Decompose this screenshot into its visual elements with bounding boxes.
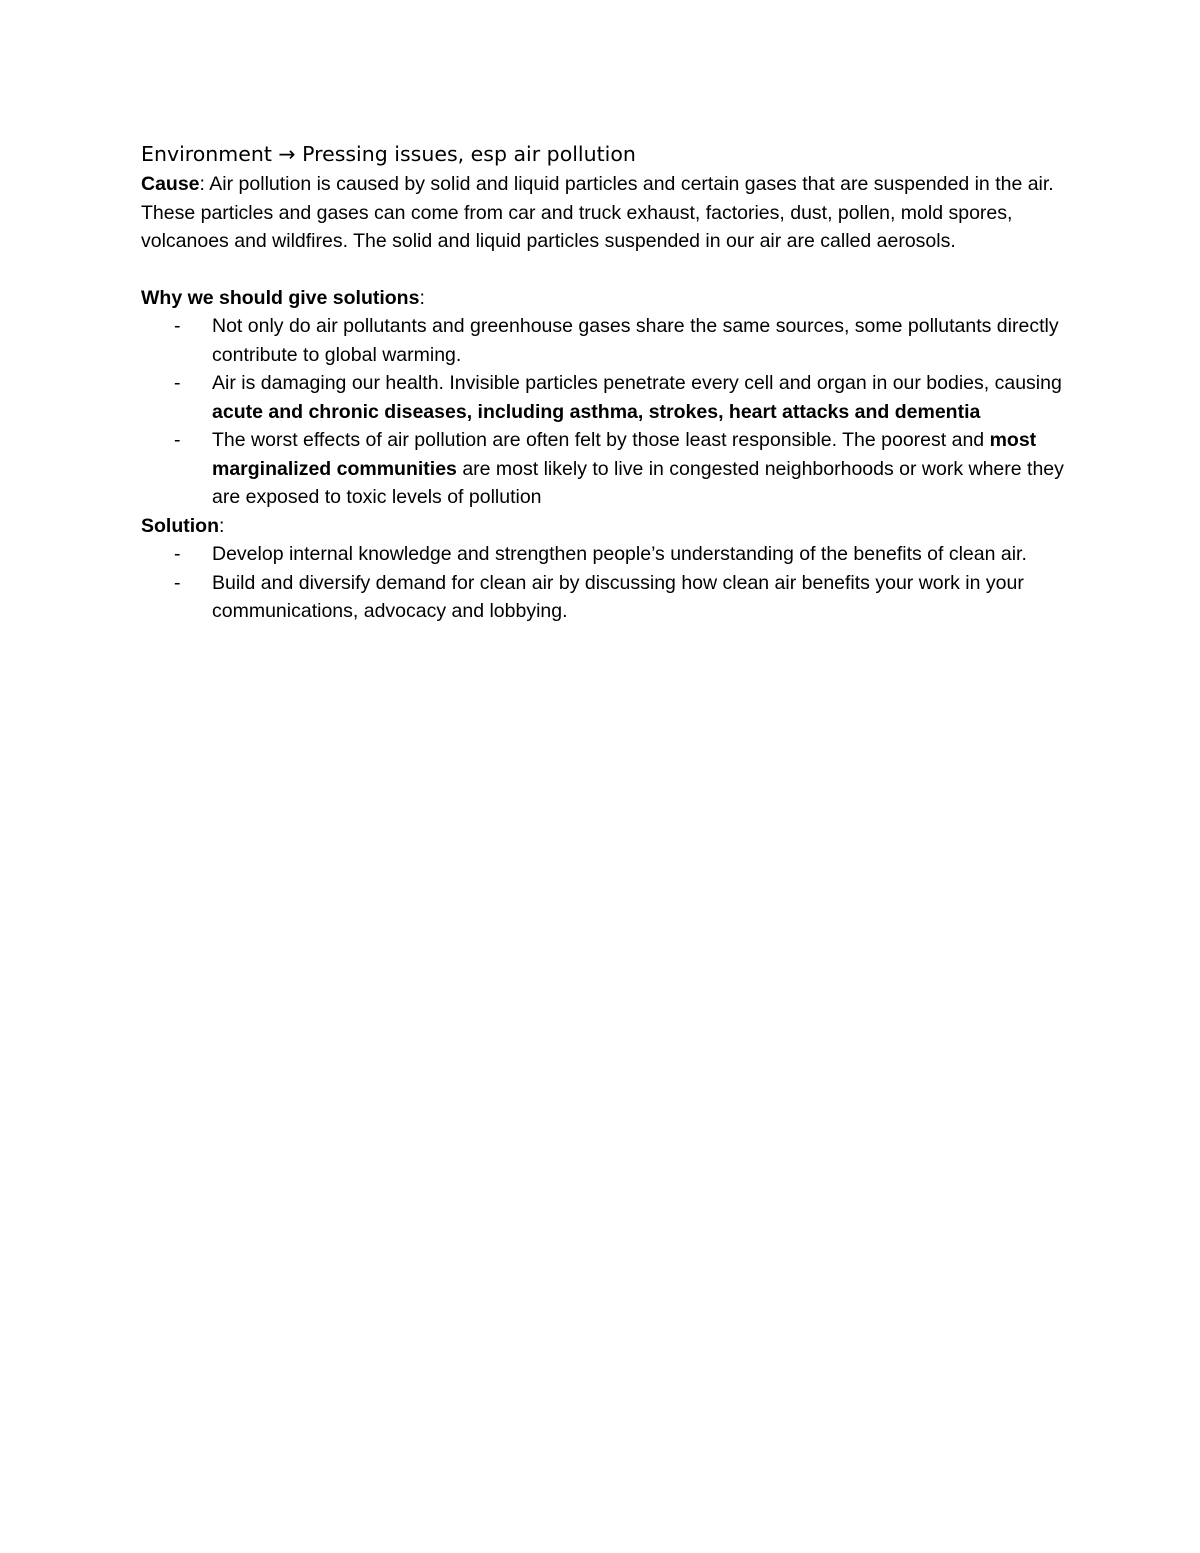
why-colon: : <box>419 286 425 309</box>
solution-colon: : <box>218 514 225 537</box>
dash-bullet: - <box>174 571 181 594</box>
why-item-bold: most marginalized communities <box>212 429 1037 480</box>
cause-colon: : <box>199 173 205 195</box>
solution-heading <box>141 512 1076 541</box>
why-label: Why we should give solutions <box>141 286 420 309</box>
solution-list-item <box>141 569 1076 626</box>
cause-paragraph <box>141 170 1076 256</box>
why-item-text-before: The worst effects of air pollution are often felt by those least responsible. The poorest and <box>212 429 990 451</box>
solution-item-text: Build and diversify demand for clean air by discussing how clean air benefits your work in your communications, advocacy and lobbying. <box>212 571 1024 622</box>
why-list <box>141 312 1076 512</box>
document-page <box>141 138 1076 626</box>
solution-list-item <box>141 540 1076 569</box>
solution-label: Solution <box>141 514 219 537</box>
why-item-bold: acute and chronic diseases, including asthma, strokes, heart attacks and dementia <box>212 400 981 423</box>
why-item-text-after: are most likely to live in congested neighborhoods or work where they are exposed to toxic levels of pollution <box>212 457 1064 508</box>
document-title: Environment → Pressing issues, esp air pollution <box>141 142 636 166</box>
why-item-text: Not only do air pollutants and greenhouse gases share the same sources, some pollutants directly contribute to global warming. <box>212 315 1059 366</box>
solution-list <box>141 540 1076 626</box>
cause-text: Air pollution is caused by solid and liquid particles and certain gases that are suspended in the air. These particles and gases can come from car and truck exhaust, factories, dust, pollen, mold spores, volcanoes and wildfires. The solid and liquid particles suspended in our air are called aerosols. <box>141 173 1054 252</box>
why-list-item <box>141 369 1076 426</box>
why-list-item <box>141 426 1076 512</box>
why-list-item <box>141 312 1076 369</box>
cause-label: Cause <box>141 173 200 195</box>
paragraph-spacer <box>141 256 1076 284</box>
dash-bullet: - <box>174 543 181 565</box>
dash-bullet: - <box>174 372 181 394</box>
why-heading <box>141 284 1076 313</box>
dash-bullet: - <box>174 315 181 337</box>
solution-item-text: Develop internal knowledge and strengthen people’s understanding of the benefits of clean air. <box>212 543 1027 565</box>
why-item-text-before: Air is damaging our health. Invisible particles penetrate every cell and organ in our bodies, causing <box>212 372 1062 394</box>
dash-bullet: - <box>174 429 181 451</box>
